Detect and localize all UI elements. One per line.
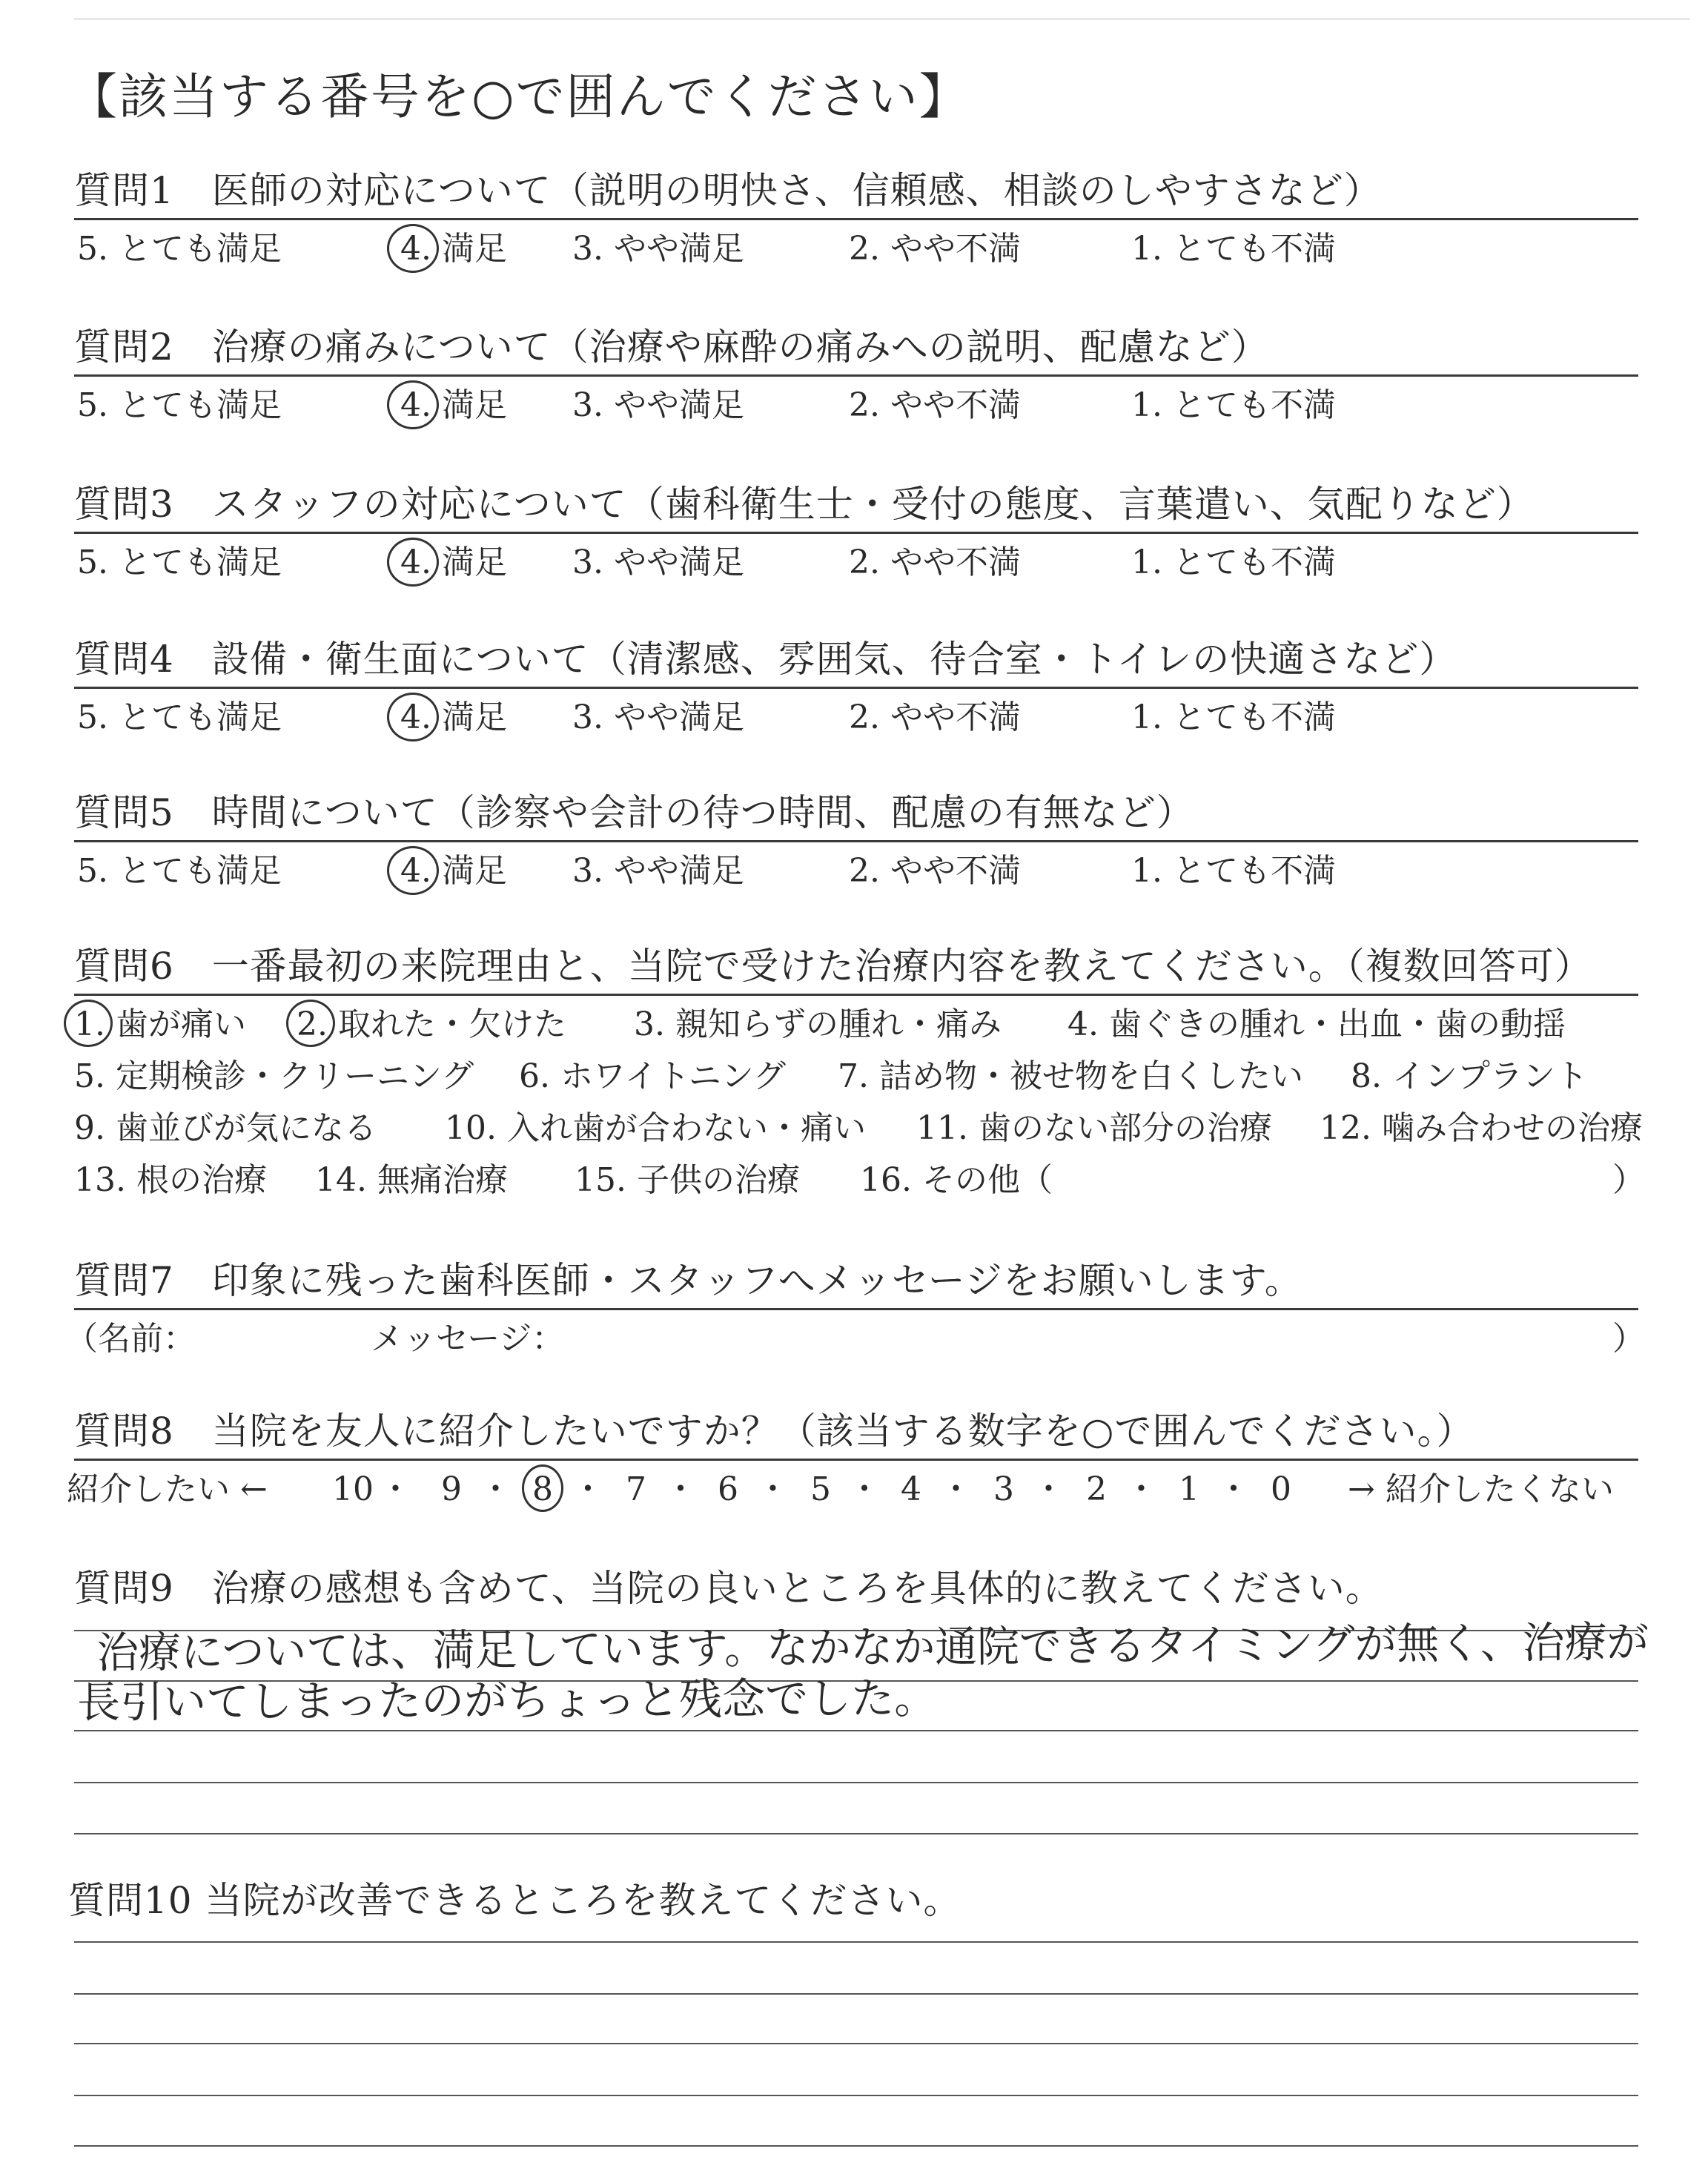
question-1-option-2[interactable]: 2. やや不満	[849, 230, 1021, 268]
question-3-option-2[interactable]: 2. やや不満	[849, 544, 1021, 581]
question-1-answer-circle	[387, 224, 439, 273]
question-4-option-1[interactable]: 1. とても不満	[1131, 698, 1336, 736]
question-8-separator: ・	[1032, 1470, 1065, 1508]
question-8-scale-2[interactable]: 2	[1086, 1470, 1107, 1508]
question-6-option-1[interactable]: 1. 歯が痛い	[74, 1005, 246, 1043]
question-8-separator: ・	[664, 1470, 697, 1508]
question-6-option-15[interactable]: 15. 子供の治療	[575, 1161, 800, 1199]
question-8-separator: ・	[848, 1470, 881, 1508]
question-6-title: 質問6 一番最初の来院理由と、当院で受けた治療内容を教えてください。（複数回答可）	[74, 945, 1592, 988]
question-6-option-9[interactable]: 9. 歯並びが気になる	[74, 1109, 377, 1147]
question-1-title: 質問1 医師の対応について（説明の明快さ、信頼感、相談のしやすさなど）	[74, 169, 1382, 212]
question-1-option-3[interactable]: 3. やや満足	[572, 230, 744, 268]
question-3-rule	[74, 532, 1638, 534]
question-5-option-5[interactable]: 5. とても満足	[77, 852, 282, 890]
question-6-option-14[interactable]: 14. 無痛治療	[315, 1161, 508, 1199]
question-6-option-4[interactable]: 4. 歯ぐきの腫れ・出血・歯の動揺	[1068, 1005, 1566, 1043]
question-3-option-5[interactable]: 5. とても満足	[77, 544, 282, 581]
question-8-scale-10[interactable]: 10	[332, 1470, 374, 1508]
question-8-scale-8[interactable]: 8	[532, 1470, 553, 1508]
question-8-separator: ・	[379, 1470, 412, 1508]
question-1-option-5[interactable]: 5. とても満足	[77, 230, 282, 268]
question-2-option-2[interactable]: 2. やや不満	[849, 386, 1021, 424]
question-8-separator: ・	[479, 1470, 512, 1508]
question-6-option-12[interactable]: 12. 噛み合わせの治療	[1320, 1109, 1643, 1147]
question-8-separator: ・	[939, 1470, 973, 1508]
question-6-other-close: ）	[1612, 1161, 1645, 1199]
instruction-heading: 【該当する番号を○で囲んでください】	[68, 68, 970, 125]
question-8-scale-6[interactable]: 6	[718, 1470, 738, 1508]
question-1-rule	[74, 218, 1638, 220]
question-5-option-3[interactable]: 3. やや満足	[572, 852, 744, 890]
question-6-answer-circle-1	[64, 1000, 113, 1047]
question-9-answer-line-2: 長引いてしまったのがちょっと残念でした。	[76, 1672, 938, 1728]
question-5-option-1[interactable]: 1. とても不満	[1131, 852, 1336, 890]
question-8-separator: ・	[1125, 1470, 1158, 1508]
question-8-scale-3[interactable]: 3	[993, 1470, 1014, 1508]
question-6-option-6[interactable]: 6. ホワイトニング	[519, 1057, 787, 1095]
question-5-option-4[interactable]: 4. 満足	[400, 852, 507, 890]
question-2-option-3[interactable]: 3. やや満足	[572, 386, 744, 424]
question-4-option-3[interactable]: 3. やや満足	[572, 698, 744, 736]
question-8-scale-7[interactable]: 7	[626, 1470, 646, 1508]
question-8-scale-5[interactable]: 5	[810, 1470, 831, 1508]
question-1-option-4[interactable]: 4. 満足	[400, 230, 507, 268]
question-8-scale-4[interactable]: 4	[901, 1470, 921, 1508]
question-6-option-8[interactable]: 8. インプラント	[1351, 1057, 1588, 1095]
question-5-option-2[interactable]: 2. やや不満	[849, 852, 1021, 890]
question-8-scale-1[interactable]: 1	[1179, 1470, 1199, 1508]
question-5-answer-circle	[387, 846, 439, 895]
question-10-writing-line	[74, 1993, 1638, 1995]
question-5-rule	[74, 840, 1638, 842]
question-10-title: 質問10 当院が改善できるところを教えてください。	[68, 1879, 961, 1922]
question-5-title: 質問5 時間について（診察や会計の待つ時間、配慮の有無など）	[74, 791, 1194, 834]
question-7-close: ）	[1612, 1320, 1645, 1358]
question-6-option-13[interactable]: 13. 根の治療	[74, 1161, 267, 1199]
question-6-option-3[interactable]: 3. 親知らずの腫れ・痛み	[634, 1005, 1002, 1043]
question-7-rule	[74, 1308, 1638, 1310]
question-3-option-4[interactable]: 4. 満足	[400, 544, 507, 581]
question-2-option-5[interactable]: 5. とても満足	[77, 386, 282, 424]
question-10-writing-line	[74, 2145, 1638, 2147]
question-4-option-5[interactable]: 5. とても満足	[77, 698, 282, 736]
question-4-rule	[74, 687, 1638, 689]
question-9-writing-line	[74, 1782, 1638, 1783]
question-4-option-4[interactable]: 4. 満足	[400, 698, 507, 736]
question-1-option-1[interactable]: 1. とても不満	[1131, 230, 1336, 268]
question-2-rule	[74, 374, 1638, 377]
question-3-option-1[interactable]: 1. とても不満	[1131, 544, 1336, 581]
question-10-writing-line	[74, 1941, 1638, 1943]
question-9-writing-line	[74, 1730, 1638, 1731]
question-2-option-1[interactable]: 1. とても不満	[1131, 386, 1336, 424]
question-3-title: 質問3 スタッフの対応について（歯科衛生士・受付の態度、言葉遣い、気配りなど）	[74, 483, 1535, 526]
question-8-title: 質問8 当院を友人に紹介したいですか？（該当する数字を○で囲んでください。）	[74, 1410, 1474, 1453]
question-9-title: 質問9 治療の感想も含めて、当院の良いところを具体的に教えてください。	[74, 1567, 1383, 1610]
question-8-separator: ・	[572, 1470, 604, 1508]
question-2-answer-circle	[387, 380, 439, 429]
question-2-option-4[interactable]: 4. 満足	[400, 386, 507, 424]
question-6-answer-circle-2	[286, 1000, 335, 1047]
question-7-message-label: メッセージ：	[371, 1320, 565, 1358]
question-8-separator: ・	[756, 1470, 790, 1508]
question-6-option-7[interactable]: 7. 詰め物・被せ物を白くしたい	[838, 1057, 1303, 1095]
question-8-scale-9[interactable]: 9	[441, 1470, 462, 1508]
question-10-writing-line	[74, 2095, 1638, 2096]
question-10-writing-line	[74, 2043, 1638, 2044]
question-8-scale-0[interactable]: 0	[1271, 1470, 1291, 1508]
top-edge-line	[74, 18, 1690, 20]
question-9-writing-line	[74, 1833, 1638, 1834]
question-6-option-16[interactable]: 16. その他（	[860, 1161, 1053, 1199]
question-9-answer-line-1: 治療については、満足しています。なかなか通院できるタイミングが無く、治療が	[96, 1616, 1649, 1678]
question-8-answer-circle	[522, 1464, 563, 1512]
question-8-left-label: 紹介したい ←	[67, 1470, 268, 1508]
question-4-title: 質問4 設備・衛生面について（清潔感、雰囲気、待合室・トイレの快適さなど）	[74, 638, 1457, 681]
question-7-title: 質問7 印象に残った歯科医師・スタッフへメッセージをお願いします。	[74, 1259, 1302, 1302]
question-6-rule	[74, 994, 1638, 996]
question-8-rule	[74, 1459, 1638, 1461]
question-4-answer-circle	[387, 693, 439, 742]
question-6-option-11[interactable]: 11. 歯のない部分の治療	[916, 1109, 1272, 1147]
question-3-answer-circle	[387, 538, 439, 587]
question-6-option-10[interactable]: 10. 入れ歯が合わない・痛い	[445, 1109, 866, 1147]
question-7-name-label: （名前：	[65, 1320, 196, 1358]
question-8-separator: ・	[1217, 1470, 1250, 1508]
question-2-title: 質問2 治療の痛みについて（治療や麻酔の痛みへの説明、配慮など）	[74, 326, 1269, 369]
question-6-option-5[interactable]: 5. 定期検診・クリーニング	[74, 1057, 474, 1095]
question-6-option-2[interactable]: 2. 取れた・欠けた	[297, 1005, 566, 1043]
question-4-option-2[interactable]: 2. やや不満	[849, 698, 1021, 736]
question-3-option-3[interactable]: 3. やや満足	[572, 544, 744, 581]
question-8-right-label: → 紹介したくない	[1348, 1470, 1614, 1508]
